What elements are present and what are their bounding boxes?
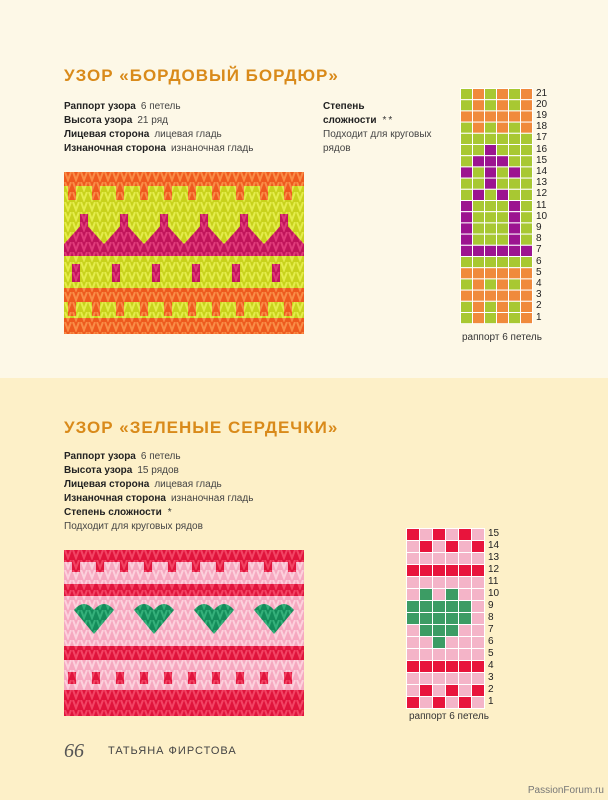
row-number: 11 — [536, 199, 547, 211]
chart-cell — [521, 167, 533, 178]
chart-grid — [406, 528, 485, 709]
chart-cell — [485, 89, 497, 100]
usage-note-2: рядов — [323, 143, 351, 154]
chart-cell — [509, 313, 521, 324]
chart-cell — [473, 145, 485, 156]
chart-cell — [473, 234, 485, 245]
chart-cell — [509, 133, 521, 144]
chart-cell — [459, 565, 472, 577]
chart-cell — [473, 122, 485, 133]
chart-cell — [461, 301, 473, 312]
row-number: 4 — [536, 278, 542, 289]
chart-cell — [433, 673, 446, 685]
chart-cell — [521, 189, 533, 200]
chart-cell — [420, 673, 433, 685]
chart-cell — [420, 625, 433, 637]
chart-cell — [407, 637, 420, 649]
chart-cell — [407, 577, 420, 589]
row-number: 9 — [536, 222, 542, 233]
chart-cell — [472, 637, 485, 649]
chart-cell — [497, 167, 509, 178]
chart-cell — [433, 685, 446, 697]
chart-cell — [461, 133, 473, 144]
chart-cell — [497, 100, 509, 111]
property-right-side: Лицевая сторона лицевая гладь — [64, 479, 222, 490]
chart-cell — [459, 601, 472, 613]
chart-cell — [497, 89, 509, 100]
chart-cell — [497, 111, 509, 122]
chart-cell — [472, 613, 485, 625]
chart-cell — [497, 178, 509, 189]
chart-cell — [509, 245, 521, 256]
chart-cell — [459, 553, 472, 565]
chart-cell — [473, 268, 485, 279]
usage-note: Подходит для круговых — [323, 129, 432, 140]
chart-cell — [485, 100, 497, 111]
chart-cell — [497, 245, 509, 256]
chart-cell — [420, 541, 433, 553]
row-number: 15 — [488, 528, 500, 539]
chart-cell — [461, 100, 473, 111]
row-number: 10 — [536, 210, 548, 222]
chart-cell — [461, 122, 473, 133]
chart-cell — [461, 201, 473, 212]
chart-cell — [461, 234, 473, 245]
chart-cell — [485, 178, 497, 189]
chart-cell — [509, 290, 521, 301]
chart-cell — [485, 111, 497, 122]
chart-cell — [446, 661, 459, 673]
chart-cell — [472, 541, 485, 553]
chart-cell — [521, 122, 533, 133]
chart-cell — [521, 313, 533, 324]
chart-cell — [459, 685, 472, 697]
row-number: 12 — [536, 188, 548, 200]
chart-cell — [459, 541, 472, 553]
chart-cell — [485, 212, 497, 223]
property-right-side: Лицевая сторона лицевая гладь — [64, 129, 222, 140]
chart-cell — [472, 577, 485, 589]
chart-cell — [473, 212, 485, 223]
chart-cell — [521, 290, 533, 301]
row-number: 16 — [536, 143, 548, 155]
chart-cell — [459, 697, 472, 709]
row-number: 1 — [488, 696, 494, 707]
row-number: 14 — [536, 166, 548, 177]
chart-cell — [472, 673, 485, 685]
chart-cell — [473, 167, 485, 178]
chart-cell — [446, 649, 459, 661]
chart-cell — [521, 178, 533, 189]
chart-cell — [420, 601, 433, 613]
chart-cell — [420, 649, 433, 661]
chart-cell — [407, 661, 420, 673]
row-number: 5 — [536, 266, 542, 278]
chart-cell — [446, 613, 459, 625]
chart-cell — [473, 290, 485, 301]
chart-cell — [446, 697, 459, 709]
chart-cell — [485, 201, 497, 212]
knitting-chart — [406, 528, 484, 708]
difficulty-block — [64, 506, 253, 520]
difficulty-label: Степень сложности — [64, 507, 162, 518]
property-repeat: Раппорт узора 6 петель — [64, 101, 181, 112]
chart-cell — [420, 637, 433, 649]
row-number: 1 — [536, 311, 542, 323]
row-number: 14 — [488, 540, 500, 551]
chart-cell — [497, 223, 509, 234]
row-number: 13 — [536, 177, 548, 189]
chart-cell — [473, 100, 485, 111]
chart-cell — [521, 301, 533, 312]
chart-cell — [461, 268, 473, 279]
chart-cell — [461, 156, 473, 167]
chart-cell — [473, 178, 485, 189]
pattern-properties — [64, 100, 253, 156]
chart-cell — [473, 223, 485, 234]
chart-cell — [521, 279, 533, 290]
chart-cell — [521, 145, 533, 156]
chart-cell — [485, 122, 497, 133]
row-number: 8 — [488, 612, 494, 623]
chart-cell — [509, 100, 521, 111]
chart-cell — [446, 685, 459, 697]
chart-cell — [420, 553, 433, 565]
chart-cell — [407, 601, 420, 613]
chart-cell — [509, 212, 521, 223]
chart-cell — [461, 145, 473, 156]
chart-cell — [509, 156, 521, 167]
chart-cell — [509, 257, 521, 268]
chart-cell — [446, 673, 459, 685]
chart-cell — [509, 145, 521, 156]
chart-cell — [485, 257, 497, 268]
property-height: Высота узора 15 рядов — [64, 465, 179, 476]
chart-cell — [509, 167, 521, 178]
row-number: 5 — [488, 648, 494, 659]
chart-cell — [521, 223, 533, 234]
difficulty-label: Степень — [323, 101, 365, 112]
chart-cell — [473, 111, 485, 122]
chart-cell — [433, 625, 446, 637]
chart-caption: раппорт 6 петель — [409, 711, 489, 722]
chart-cell — [521, 268, 533, 279]
chart-cell — [497, 189, 509, 200]
chart-cell — [459, 589, 472, 601]
chart-cell — [459, 577, 472, 589]
chart-cell — [407, 565, 420, 577]
chart-cell — [472, 553, 485, 565]
chart-cell — [446, 565, 459, 577]
chart-cell — [509, 189, 521, 200]
chart-cell — [485, 189, 497, 200]
row-number: 6 — [488, 636, 494, 647]
row-number: 7 — [488, 624, 494, 635]
chart-cell — [472, 565, 485, 577]
chart-cell — [485, 133, 497, 144]
chart-cell — [446, 589, 459, 601]
chart-cell — [497, 301, 509, 312]
chart-cell — [509, 178, 521, 189]
chart-cell — [521, 100, 533, 111]
chart-cell — [472, 697, 485, 709]
chart-cell — [420, 697, 433, 709]
chart-cell — [497, 234, 509, 245]
chart-cell — [461, 257, 473, 268]
chart-cell — [407, 529, 420, 541]
pattern-title: УЗОР «ЗЕЛЕНЫЕ СЕРДЕЧКИ» — [64, 418, 339, 437]
chart-cell — [472, 529, 485, 541]
row-number: 18 — [536, 121, 548, 133]
row-number: 21 — [536, 87, 548, 99]
chart-cell — [485, 167, 497, 178]
chart-caption: раппорт 6 петель — [462, 332, 542, 343]
chart-cell — [433, 661, 446, 673]
property-wrong-side: Изнаночная сторона изнаночная гладь — [64, 143, 254, 154]
chart-cell — [509, 201, 521, 212]
chart-cell — [521, 156, 533, 167]
chart-cell — [461, 167, 473, 178]
chart-cell — [461, 245, 473, 256]
difficulty-stars: ** — [382, 115, 395, 126]
chart-cell — [407, 649, 420, 661]
row-number: 20 — [536, 98, 548, 110]
row-number: 11 — [488, 576, 499, 587]
chart-cell — [485, 268, 497, 279]
chart-cell — [485, 245, 497, 256]
chart-cell — [497, 145, 509, 156]
chart-cell — [497, 257, 509, 268]
chart-cell — [521, 234, 533, 245]
chart-cell — [446, 625, 459, 637]
chart-cell — [509, 89, 521, 100]
knitted-sample-image — [64, 550, 304, 716]
page-number-mark: 66 — [64, 740, 84, 762]
chart-cell — [509, 122, 521, 133]
row-number: 17 — [536, 132, 548, 144]
chart-cell — [461, 189, 473, 200]
chart-cell — [461, 313, 473, 324]
chart-cell — [461, 212, 473, 223]
chart-cell — [521, 212, 533, 223]
chart-cell — [407, 625, 420, 637]
property-height: Высота узора 21 ряд — [64, 115, 168, 126]
chart-cell — [433, 541, 446, 553]
chart-cell — [407, 697, 420, 709]
chart-cell — [459, 613, 472, 625]
chart-cell — [473, 133, 485, 144]
chart-cell — [446, 529, 459, 541]
row-number: 2 — [536, 300, 542, 312]
row-number: 4 — [488, 660, 494, 671]
chart-cell — [485, 156, 497, 167]
chart-cell — [485, 290, 497, 301]
chart-cell — [461, 223, 473, 234]
chart-cell — [433, 589, 446, 601]
chart-cell — [521, 89, 533, 100]
chart-cell — [461, 89, 473, 100]
chart-cell — [459, 661, 472, 673]
chart-cell — [433, 613, 446, 625]
chart-cell — [485, 234, 497, 245]
chart-cell — [407, 673, 420, 685]
chart-grid — [460, 88, 533, 324]
chart-cell — [509, 279, 521, 290]
chart-cell — [461, 178, 473, 189]
chart-cell — [473, 189, 485, 200]
row-number: 19 — [536, 110, 548, 121]
chart-cell — [473, 301, 485, 312]
pattern-properties — [64, 450, 253, 534]
chart-cell — [446, 577, 459, 589]
chart-cell — [433, 601, 446, 613]
chart-cell — [459, 673, 472, 685]
chart-cell — [461, 279, 473, 290]
row-number: 15 — [536, 154, 548, 166]
difficulty-label-2: сложности — [323, 115, 377, 126]
pattern-section-2 — [0, 378, 608, 800]
chart-cell — [407, 541, 420, 553]
chart-cell — [509, 111, 521, 122]
difficulty-block — [323, 100, 432, 156]
chart-cell — [433, 649, 446, 661]
chart-cell — [497, 133, 509, 144]
chart-cell — [497, 201, 509, 212]
chart-cell — [459, 637, 472, 649]
chart-cell — [433, 637, 446, 649]
chart-cell — [433, 529, 446, 541]
chart-cell — [497, 212, 509, 223]
chart-cell — [521, 201, 533, 212]
chart-cell — [472, 685, 485, 697]
row-number: 8 — [536, 233, 542, 245]
chart-cell — [472, 649, 485, 661]
chart-cell — [509, 301, 521, 312]
chart-cell — [446, 637, 459, 649]
chart-cell — [407, 685, 420, 697]
chart-cell — [473, 89, 485, 100]
chart-cell — [521, 111, 533, 122]
row-number: 12 — [488, 564, 500, 575]
row-number: 10 — [488, 588, 500, 599]
row-number: 3 — [536, 289, 542, 301]
knitted-sample-image — [64, 172, 304, 334]
chart-cell — [433, 577, 446, 589]
chart-cell — [420, 613, 433, 625]
chart-cell — [420, 589, 433, 601]
author-name: ТАТЬЯНА ФИРСТОВА — [108, 745, 237, 757]
knitting-chart — [460, 88, 532, 325]
chart-cell — [446, 601, 459, 613]
chart-cell — [485, 313, 497, 324]
chart-cell — [461, 290, 473, 301]
chart-cell — [497, 156, 509, 167]
chart-cell — [473, 201, 485, 212]
chart-cell — [420, 529, 433, 541]
watermark: PassionForum.ru — [527, 785, 604, 796]
chart-cell — [497, 279, 509, 290]
row-number: 7 — [536, 244, 542, 256]
chart-cell — [433, 553, 446, 565]
chart-cell — [497, 122, 509, 133]
chart-cell — [407, 613, 420, 625]
chart-cell — [473, 313, 485, 324]
chart-cell — [497, 268, 509, 279]
row-number: 3 — [488, 672, 494, 683]
property-repeat: Раппорт узора 6 петель — [64, 451, 181, 462]
chart-cell — [509, 268, 521, 279]
chart-cell — [433, 565, 446, 577]
chart-cell — [459, 529, 472, 541]
chart-cell — [509, 223, 521, 234]
chart-cell — [433, 697, 446, 709]
chart-cell — [420, 565, 433, 577]
chart-cell — [446, 553, 459, 565]
chart-cell — [407, 553, 420, 565]
chart-cell — [472, 661, 485, 673]
chart-cell — [521, 133, 533, 144]
chart-cell — [497, 313, 509, 324]
chart-cell — [521, 257, 533, 268]
chart-cell — [459, 625, 472, 637]
chart-cell — [473, 279, 485, 290]
chart-cell — [473, 245, 485, 256]
knitted-sample-photo — [64, 172, 304, 334]
chart-cell — [485, 223, 497, 234]
chart-cell — [420, 577, 433, 589]
chart-cell — [485, 301, 497, 312]
usage-note: Подходит для круговых рядов — [64, 521, 203, 532]
chart-cell — [472, 601, 485, 613]
difficulty-stars: * — [167, 507, 174, 518]
chart-cell — [446, 541, 459, 553]
knitted-sample-photo — [64, 550, 304, 716]
row-number: 2 — [488, 684, 494, 695]
row-number: 6 — [536, 255, 542, 267]
chart-cell — [473, 156, 485, 167]
chart-cell — [509, 234, 521, 245]
chart-cell — [472, 625, 485, 637]
row-number: 13 — [488, 552, 500, 563]
chart-cell — [407, 589, 420, 601]
chart-cell — [485, 145, 497, 156]
pattern-section-1 — [0, 0, 608, 378]
chart-cell — [497, 290, 509, 301]
chart-cell — [472, 589, 485, 601]
pattern-title: УЗОР «БОРДОВЫЙ БОРДЮР» — [64, 66, 339, 85]
chart-cell — [521, 245, 533, 256]
chart-cell — [485, 279, 497, 290]
property-wrong-side: Изнаночная сторона изнаночная гладь — [64, 493, 254, 504]
chart-cell — [420, 661, 433, 673]
chart-cell — [420, 685, 433, 697]
row-number: 9 — [488, 600, 494, 611]
chart-cell — [473, 257, 485, 268]
chart-cell — [459, 649, 472, 661]
chart-cell — [461, 111, 473, 122]
